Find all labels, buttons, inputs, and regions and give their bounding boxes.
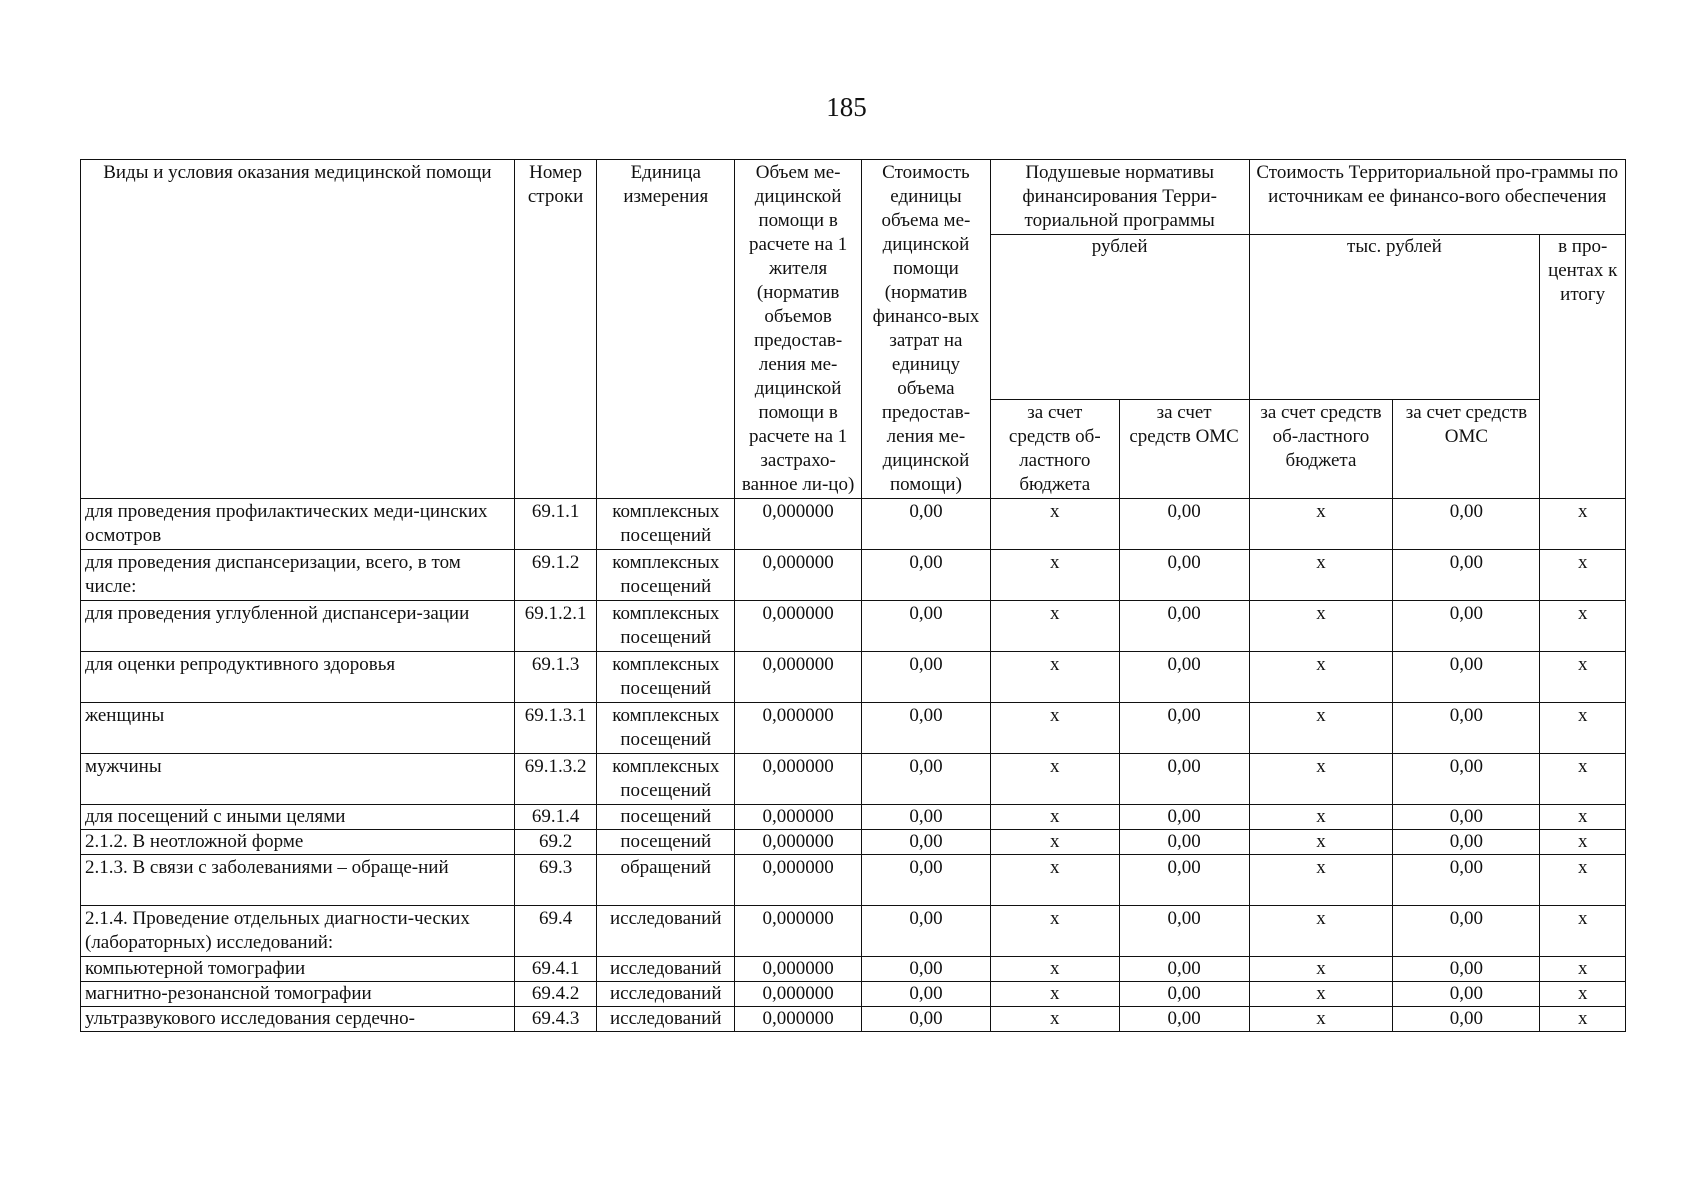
cell-volume: 0,000000 bbox=[735, 805, 862, 830]
cell-tc-budget: х bbox=[1249, 957, 1393, 982]
table-row bbox=[81, 652, 1626, 703]
cell-tc-oms: 0,00 bbox=[1393, 906, 1540, 957]
cell-pc-budget: х bbox=[990, 652, 1119, 703]
header-pc-regional-budget: за счет средств об-ластного бюджета bbox=[990, 400, 1119, 499]
cell-percent: х bbox=[1540, 957, 1626, 982]
cell-unit: исследований bbox=[597, 957, 735, 982]
header-pc-oms: за счет средств ОМС bbox=[1119, 400, 1249, 499]
cell-pc-budget: х bbox=[990, 754, 1119, 805]
cell-tc-budget: х bbox=[1249, 855, 1393, 906]
cell-pc-budget: х bbox=[990, 601, 1119, 652]
cell-percent: х bbox=[1540, 830, 1626, 855]
cell-cost: 0,00 bbox=[862, 754, 991, 805]
page-number: 185 bbox=[826, 92, 867, 122]
cell-pc-oms: 0,00 bbox=[1119, 982, 1249, 1007]
cell-cost: 0,00 bbox=[862, 601, 991, 652]
cell-pc-oms: 0,00 bbox=[1119, 906, 1249, 957]
table-row bbox=[81, 550, 1626, 601]
cell-tc-budget: х bbox=[1249, 703, 1393, 754]
table-row bbox=[81, 830, 1626, 855]
cell-tc-budget: х bbox=[1249, 830, 1393, 855]
cell-volume: 0,000000 bbox=[735, 652, 862, 703]
table-row bbox=[81, 754, 1626, 805]
cell-name: мужчины bbox=[81, 754, 515, 805]
cell-percent: х bbox=[1540, 906, 1626, 957]
cell-name: для проведения углубленной диспансери-зации bbox=[81, 601, 515, 652]
header-unit-rubles: рублей bbox=[990, 235, 1249, 400]
cell-tc-budget: х bbox=[1249, 906, 1393, 957]
cell-tc-oms: 0,00 bbox=[1393, 830, 1540, 855]
header-unit: Единица измерения bbox=[597, 160, 735, 499]
table-row bbox=[81, 1007, 1626, 1032]
cell-tc-oms: 0,00 bbox=[1393, 499, 1540, 550]
header-tc-oms: за счет средств ОМС bbox=[1393, 400, 1540, 499]
cell-volume: 0,000000 bbox=[735, 830, 862, 855]
table-row bbox=[81, 499, 1626, 550]
cell-percent: х bbox=[1540, 1007, 1626, 1032]
cell-unit: комплексных посещений bbox=[597, 754, 735, 805]
cell-volume: 0,000000 bbox=[735, 703, 862, 754]
cell-cost: 0,00 bbox=[862, 957, 991, 982]
cell-volume: 0,000000 bbox=[735, 499, 862, 550]
cell-pc-budget: х bbox=[990, 830, 1119, 855]
cell-tc-budget: х bbox=[1249, 754, 1393, 805]
cell-tc-oms: 0,00 bbox=[1393, 805, 1540, 830]
cell-cost: 0,00 bbox=[862, 703, 991, 754]
header-volume: Объем ме-дицинской помощи в расчете на 1 жителя (норматив объемов предостав-ления ме-дицинской помощи в расчете на 1 застрахо-ванное ли-цо) bbox=[735, 160, 862, 499]
cell-percent: х bbox=[1540, 805, 1626, 830]
header-row-number: Номер строки bbox=[514, 160, 597, 499]
cell-cost: 0,00 bbox=[862, 855, 991, 906]
cell-number: 69.4.2 bbox=[514, 982, 597, 1007]
cell-tc-oms: 0,00 bbox=[1393, 855, 1540, 906]
cell-name: ультразвукового исследования сердечно- bbox=[81, 1007, 515, 1032]
cell-cost: 0,00 bbox=[862, 805, 991, 830]
cell-pc-oms: 0,00 bbox=[1119, 1007, 1249, 1032]
cell-pc-oms: 0,00 bbox=[1119, 754, 1249, 805]
cell-cost: 0,00 bbox=[862, 550, 991, 601]
cell-volume: 0,000000 bbox=[735, 1007, 862, 1032]
cell-number: 69.1.1 bbox=[514, 499, 597, 550]
table-body bbox=[81, 499, 1626, 1032]
header-tc-regional-budget: за счет средств об-ластного бюджета bbox=[1249, 400, 1393, 499]
cell-pc-budget: х bbox=[990, 550, 1119, 601]
cell-volume: 0,000000 bbox=[735, 982, 862, 1007]
cell-unit: посещений bbox=[597, 805, 735, 830]
cell-cost: 0,00 bbox=[862, 652, 991, 703]
cell-pc-oms: 0,00 bbox=[1119, 550, 1249, 601]
header-per-capita-group: Подушевые нормативы финансирования Терри-ториальной программы bbox=[990, 160, 1249, 235]
cell-tc-oms: 0,00 bbox=[1393, 957, 1540, 982]
cell-name: 2.1.3. В связи с заболеваниями – обраще-ний bbox=[81, 855, 515, 906]
cell-percent: х bbox=[1540, 754, 1626, 805]
cell-unit: комплексных посещений bbox=[597, 601, 735, 652]
cell-unit: исследований bbox=[597, 1007, 735, 1032]
table-header bbox=[81, 160, 1626, 499]
cell-percent: х bbox=[1540, 499, 1626, 550]
cell-tc-oms: 0,00 bbox=[1393, 550, 1540, 601]
cell-unit: комплексных посещений bbox=[597, 550, 735, 601]
cell-cost: 0,00 bbox=[862, 906, 991, 957]
cell-percent: х bbox=[1540, 550, 1626, 601]
header-unit-thousand-rubles: тыс. рублей bbox=[1249, 235, 1540, 400]
cell-pc-budget: х bbox=[990, 855, 1119, 906]
cell-number: 69.2 bbox=[514, 830, 597, 855]
cell-tc-budget: х bbox=[1249, 550, 1393, 601]
table-row bbox=[81, 601, 1626, 652]
cell-cost: 0,00 bbox=[862, 830, 991, 855]
cell-number: 69.4 bbox=[514, 906, 597, 957]
cell-percent: х bbox=[1540, 703, 1626, 754]
cell-unit: исследований bbox=[597, 982, 735, 1007]
table-row bbox=[81, 703, 1626, 754]
cell-tc-oms: 0,00 bbox=[1393, 1007, 1540, 1032]
cell-unit: исследований bbox=[597, 906, 735, 957]
table-row bbox=[81, 805, 1626, 830]
cell-volume: 0,000000 bbox=[735, 601, 862, 652]
cell-pc-oms: 0,00 bbox=[1119, 499, 1249, 550]
cell-name: 2.1.2. В неотложной форме bbox=[81, 830, 515, 855]
cell-name: магнитно-резонансной томографии bbox=[81, 982, 515, 1007]
cell-pc-budget: х bbox=[990, 982, 1119, 1007]
table-row bbox=[81, 855, 1626, 906]
cell-tc-oms: 0,00 bbox=[1393, 703, 1540, 754]
cell-name: женщины bbox=[81, 703, 515, 754]
cell-pc-oms: 0,00 bbox=[1119, 652, 1249, 703]
cell-pc-oms: 0,00 bbox=[1119, 703, 1249, 754]
cell-tc-budget: х bbox=[1249, 499, 1393, 550]
cell-tc-budget: х bbox=[1249, 805, 1393, 830]
cell-volume: 0,000000 bbox=[735, 957, 862, 982]
funding-table bbox=[80, 159, 1626, 1032]
cell-cost: 0,00 bbox=[862, 499, 991, 550]
cell-unit: комплексных посещений bbox=[597, 652, 735, 703]
cell-percent: х bbox=[1540, 982, 1626, 1007]
cell-volume: 0,000000 bbox=[735, 906, 862, 957]
header-unit-cost: Стоимость единицы объема ме-дицинской помощи (норматив финансо-вых затрат на единицу объема предостав-ления ме-дицинской помощи) bbox=[862, 160, 991, 499]
cell-number: 69.3 bbox=[514, 855, 597, 906]
table-row bbox=[81, 957, 1626, 982]
cell-pc-budget: х bbox=[990, 499, 1119, 550]
cell-pc-oms: 0,00 bbox=[1119, 855, 1249, 906]
cell-pc-budget: х bbox=[990, 957, 1119, 982]
cell-pc-oms: 0,00 bbox=[1119, 601, 1249, 652]
cell-cost: 0,00 bbox=[862, 1007, 991, 1032]
table-row bbox=[81, 906, 1626, 957]
table-row bbox=[81, 982, 1626, 1007]
cell-pc-budget: х bbox=[990, 703, 1119, 754]
cell-pc-oms: 0,00 bbox=[1119, 830, 1249, 855]
cell-number: 69.1.2 bbox=[514, 550, 597, 601]
cell-name: для проведения диспансеризации, всего, в том числе: bbox=[81, 550, 515, 601]
header-care-type: Виды и условия оказания медицинской помощи bbox=[81, 160, 515, 499]
cell-percent: х bbox=[1540, 601, 1626, 652]
cell-tc-budget: х bbox=[1249, 982, 1393, 1007]
cell-percent: х bbox=[1540, 652, 1626, 703]
cell-number: 69.1.4 bbox=[514, 805, 597, 830]
header-program-cost-group: Стоимость Территориальной про-граммы по источникам ее финансо-вого обеспечения bbox=[1249, 160, 1625, 235]
cell-name: для проведения профилактических меди-цинских осмотров bbox=[81, 499, 515, 550]
cell-pc-oms: 0,00 bbox=[1119, 957, 1249, 982]
cell-tc-oms: 0,00 bbox=[1393, 652, 1540, 703]
cell-cost: 0,00 bbox=[862, 982, 991, 1007]
cell-tc-budget: х bbox=[1249, 1007, 1393, 1032]
cell-name: компьютерной томографии bbox=[81, 957, 515, 982]
cell-pc-oms: 0,00 bbox=[1119, 805, 1249, 830]
cell-unit: обращений bbox=[597, 855, 735, 906]
cell-pc-budget: х bbox=[990, 1007, 1119, 1032]
cell-name: 2.1.4. Проведение отдельных диагности-ческих (лабораторных) исследований: bbox=[81, 906, 515, 957]
cell-tc-oms: 0,00 bbox=[1393, 982, 1540, 1007]
cell-tc-budget: х bbox=[1249, 652, 1393, 703]
cell-pc-budget: х bbox=[990, 906, 1119, 957]
cell-number: 69.4.3 bbox=[514, 1007, 597, 1032]
cell-name: для посещений с иными целями bbox=[81, 805, 515, 830]
cell-number: 69.1.3 bbox=[514, 652, 597, 703]
cell-tc-oms: 0,00 bbox=[1393, 601, 1540, 652]
cell-number: 69.1.3.1 bbox=[514, 703, 597, 754]
cell-number: 69.4.1 bbox=[514, 957, 597, 982]
cell-name: для оценки репродуктивного здоровья bbox=[81, 652, 515, 703]
cell-volume: 0,000000 bbox=[735, 550, 862, 601]
cell-percent: х bbox=[1540, 855, 1626, 906]
header-percent: в про-центах к итогу bbox=[1540, 235, 1626, 499]
cell-unit: комплексных посещений bbox=[597, 499, 735, 550]
cell-tc-budget: х bbox=[1249, 601, 1393, 652]
cell-tc-oms: 0,00 bbox=[1393, 754, 1540, 805]
cell-pc-budget: х bbox=[990, 805, 1119, 830]
cell-volume: 0,000000 bbox=[735, 855, 862, 906]
cell-volume: 0,000000 bbox=[735, 754, 862, 805]
cell-number: 69.1.3.2 bbox=[514, 754, 597, 805]
cell-unit: посещений bbox=[597, 830, 735, 855]
cell-number: 69.1.2.1 bbox=[514, 601, 597, 652]
cell-unit: комплексных посещений bbox=[597, 703, 735, 754]
